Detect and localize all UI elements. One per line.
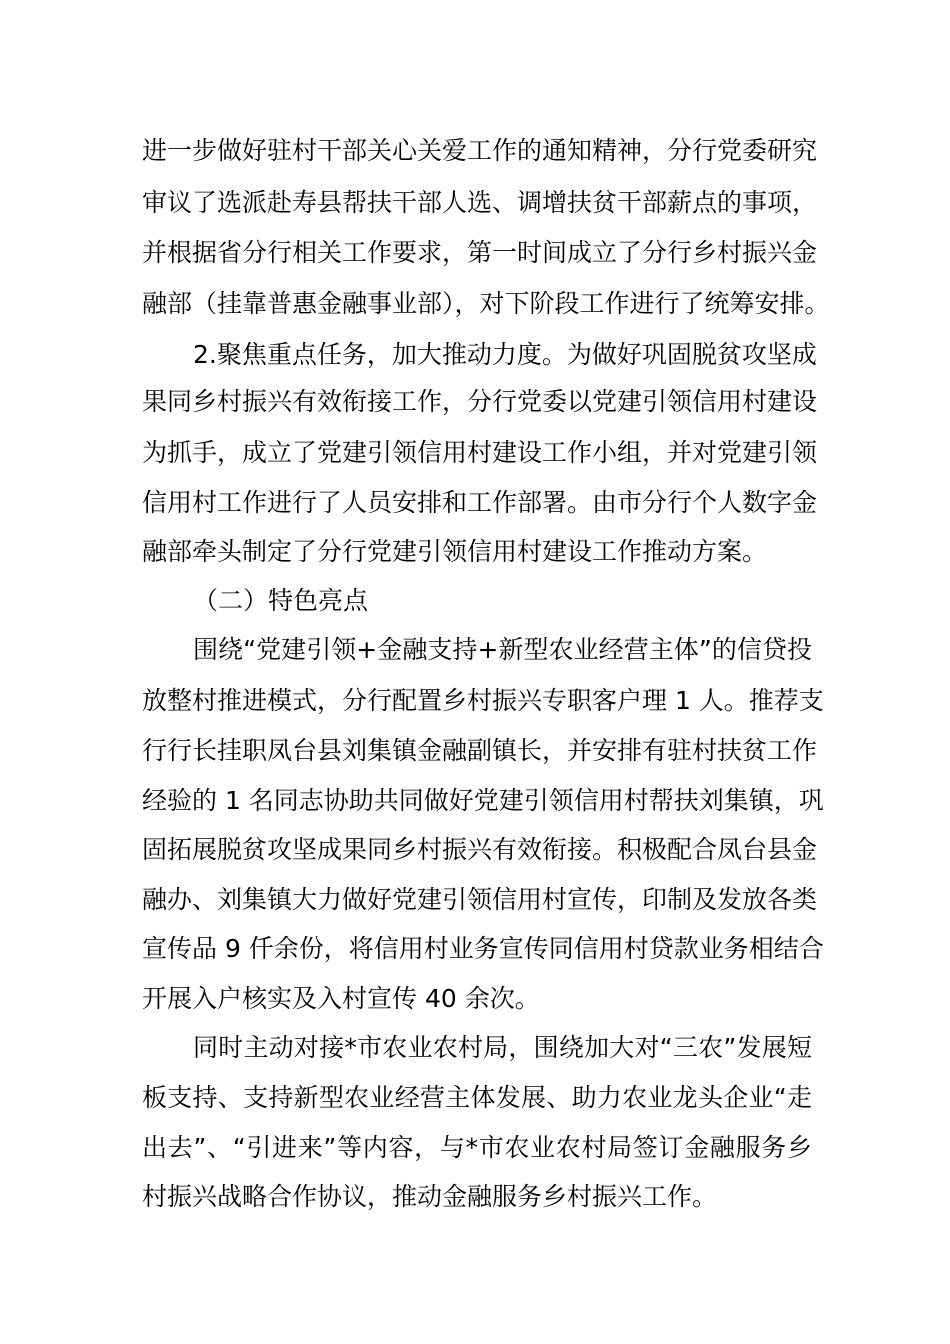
paragraph-line: 放整村推进模式，分行配置乡村振兴专职客户理 1 人。推荐支 <box>142 686 824 715</box>
paragraph-line: 果同乡村振兴有效衔接工作，分行党委以党建引领信用村建设 <box>142 387 818 416</box>
paragraph-line: 为抓手，成立了党建引领信用村建设工作小组，并对党建引领 <box>142 438 818 467</box>
paragraph-line: 宣传品 9 仟余份，将信用村业务宣传同信用村贷款业务相结合 <box>142 934 824 963</box>
section-heading: （二）特色亮点 <box>193 586 369 615</box>
paragraph-line: 固拓展脱贫攻坚成果同乡村振兴有效衔接。积极配合凤台县金 <box>142 835 818 864</box>
paragraph-line: 融部（挂靠普惠金融事业部），对下阶段工作进行了统筹安排。 <box>142 289 830 318</box>
paragraph-line: 行行长挂职凤台县刘集镇金融副镇长，并安排有驻村扶贫工作 <box>142 736 818 765</box>
paragraph-line: 并根据省分行相关工作要求，第一时间成立了分行乡村振兴金 <box>142 238 818 267</box>
paragraph-line: 出去”、“引进来”等内容，与*市农业农村局签订金融服务乡 <box>142 1133 812 1162</box>
paragraph-line: 信用村工作进行了人员安排和工作部署。由市分行个人数字金 <box>142 488 818 517</box>
paragraph-line: 经验的 1 名同志协助共同做好党建引领信用村帮扶刘集镇，巩 <box>142 786 824 815</box>
paragraph-line: 融部牵头制定了分行党建引领信用村建设工作推动方案。 <box>142 537 768 566</box>
paragraph-line: 开展入户核实及入村宣传 40 余次。 <box>142 984 540 1013</box>
paragraph-line: 同时主动对接*市农业农村局，围绕加大对“三农”发展短 <box>193 1033 812 1062</box>
paragraph-line: 融办、刘集镇大力做好党建引领信用村宣传，印制及发放各类 <box>142 885 818 914</box>
paragraph-line: 进一步做好驻村干部关心关爱工作的通知精神，分行党委研究 <box>142 136 818 165</box>
paragraph-line: 围绕“党建引领+金融支持+新型农业经营主体”的信贷投 <box>193 635 812 664</box>
paragraph-line: 2.聚焦重点任务，加大推动力度。为做好巩固脱贫攻坚成 <box>193 340 817 369</box>
paragraph-line: 审议了选派赴寿县帮扶干部人选、调增扶贫干部薪点的事项， <box>142 188 818 217</box>
paragraph-line: 板支持、支持新型农业经营主体发展、助力农业龙头企业“走 <box>142 1083 812 1112</box>
paragraph-line: 村振兴战略合作协议，推动金融服务乡村振兴工作。 <box>142 1182 718 1211</box>
